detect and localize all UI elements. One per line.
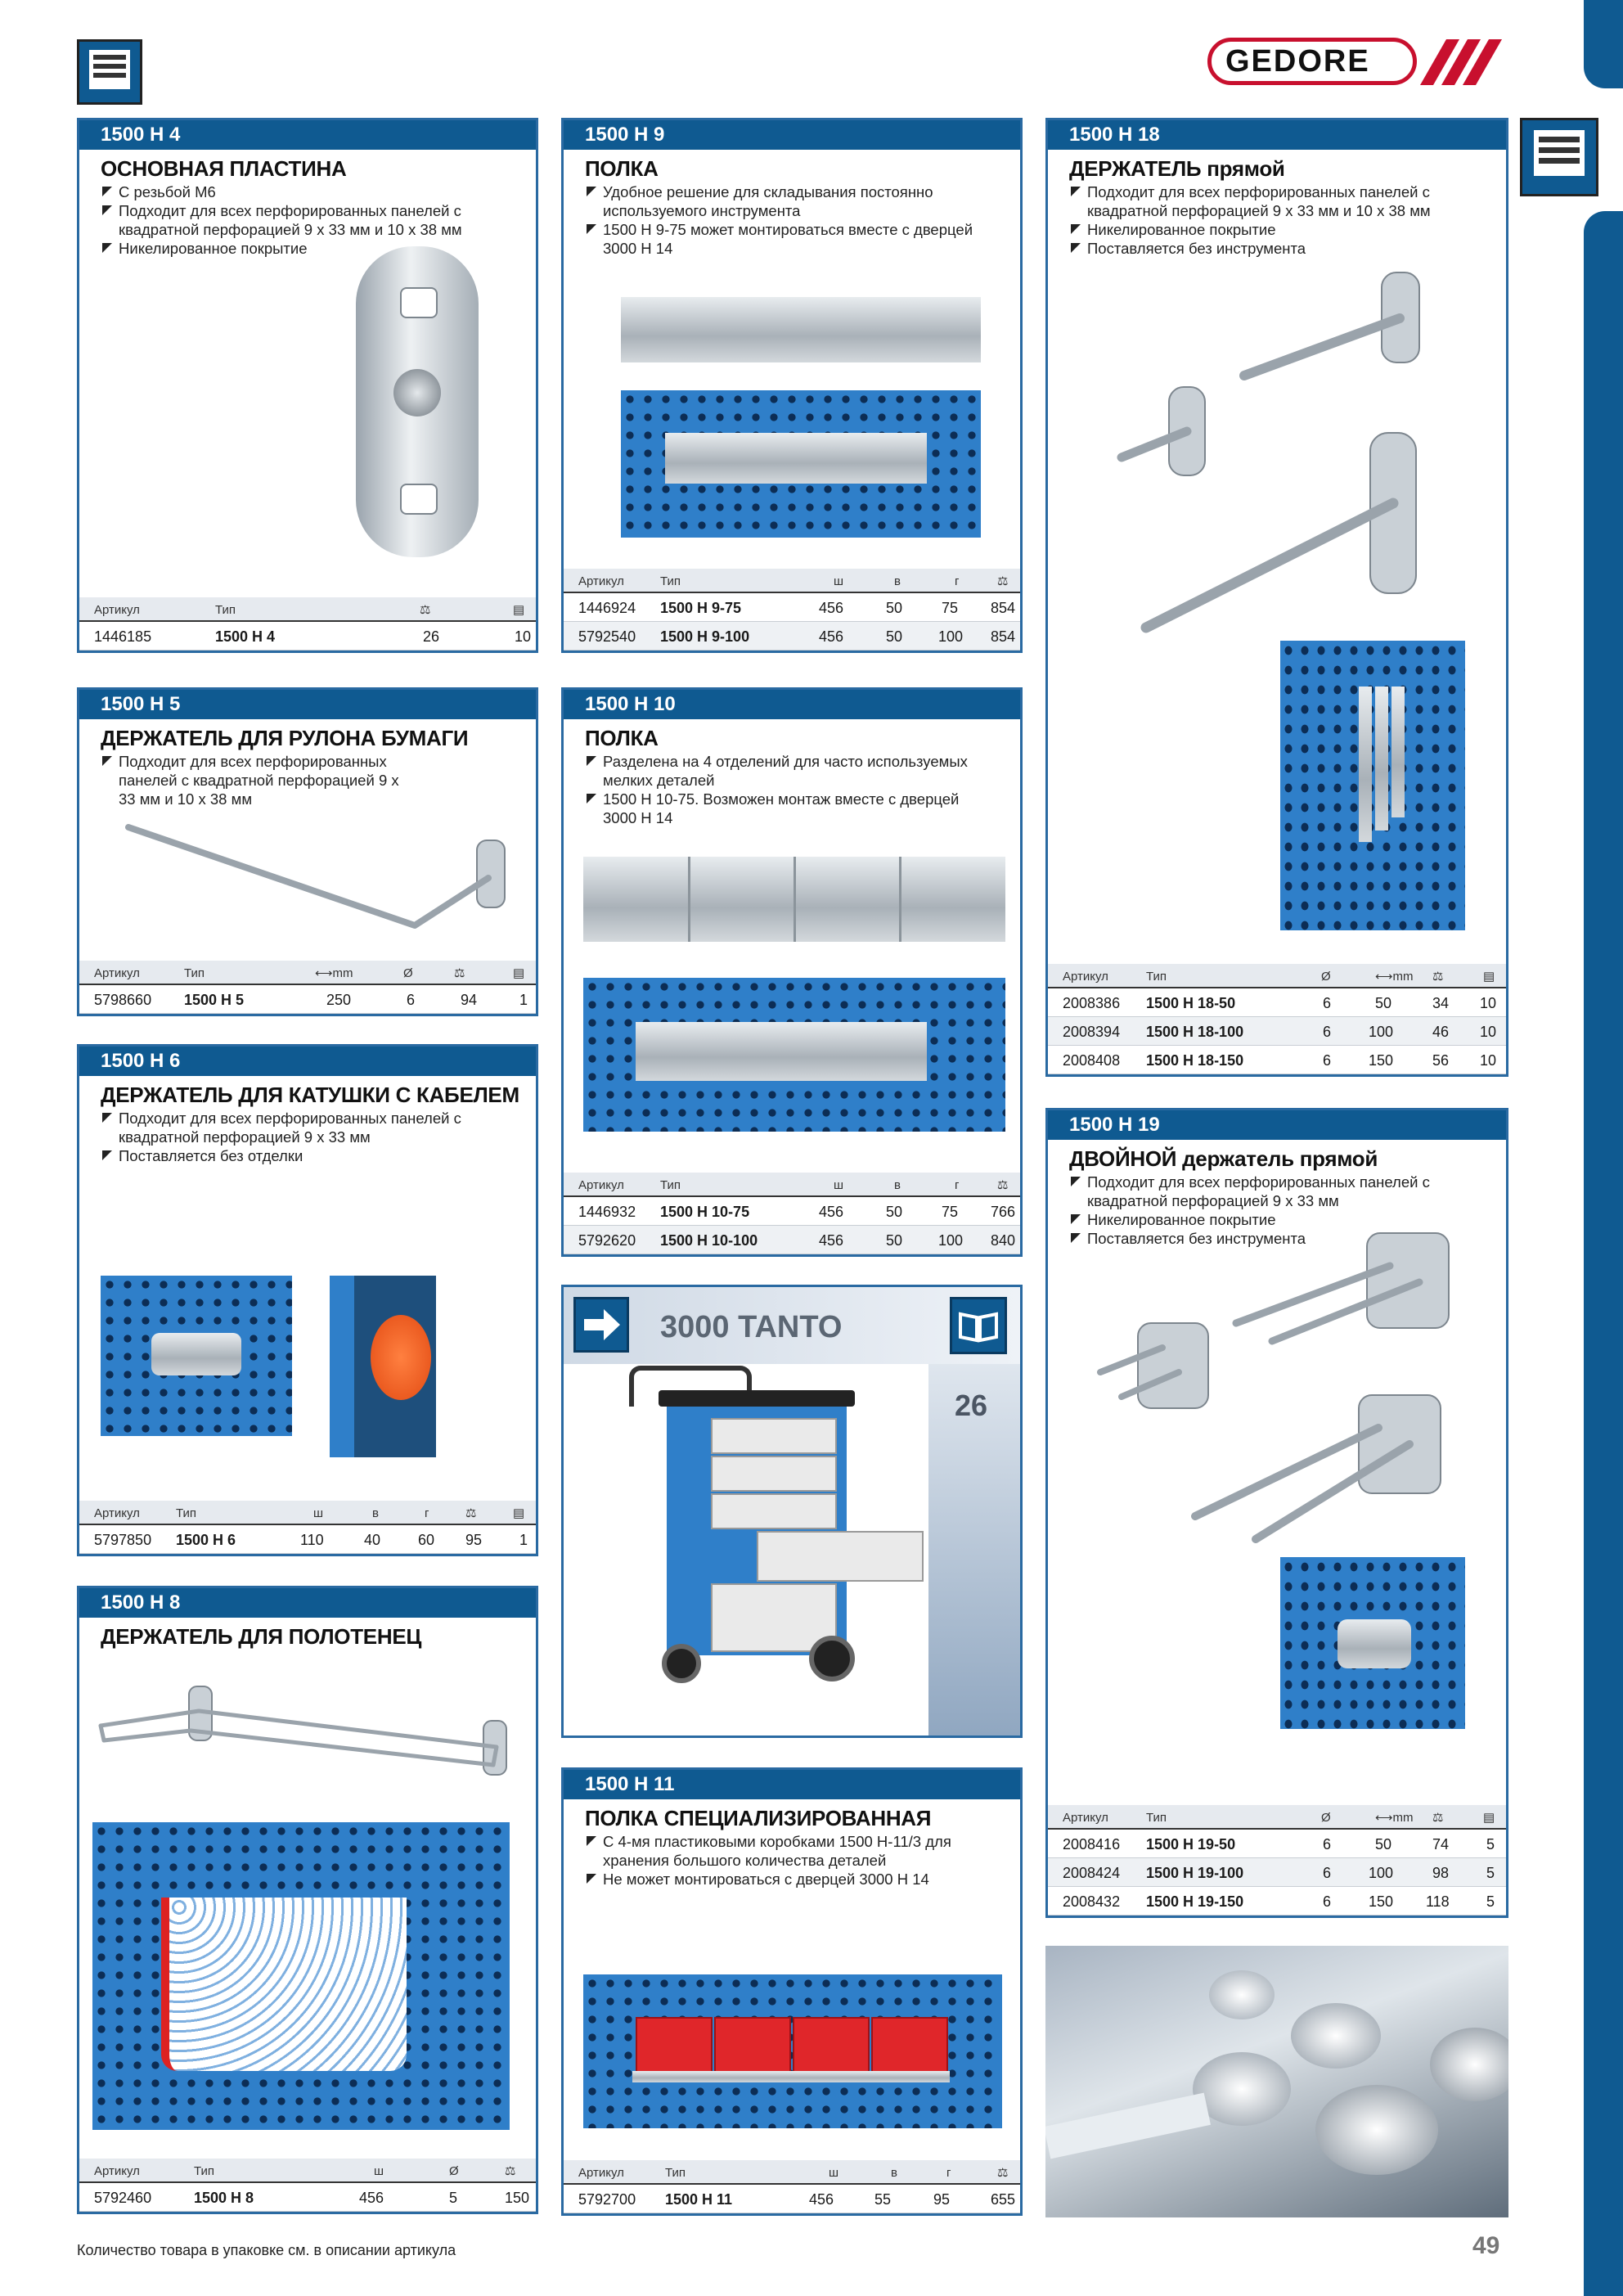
feature-list bbox=[585, 752, 994, 827]
product-image-towel-holder bbox=[92, 1678, 534, 1785]
product-image-straight-holders bbox=[1097, 264, 1473, 641]
table-header: Артикул Тип ⟷mm Ø ⚖ ▤ bbox=[79, 961, 536, 985]
brand-logo-text: GEDORE bbox=[1225, 44, 1370, 79]
product-card-h9 bbox=[561, 118, 1023, 653]
product-image-double-holders bbox=[1089, 1225, 1481, 1569]
product-card-h19 bbox=[1045, 1108, 1508, 1918]
product-card-h10 bbox=[561, 687, 1023, 1257]
feature-list bbox=[1069, 182, 1478, 258]
product-image-holder-with-wrenches bbox=[1280, 641, 1465, 930]
product-image-paper-roll-holder bbox=[120, 811, 513, 934]
table-row: 1446924 1500 H 9-75 456 50 75 854 bbox=[564, 593, 1020, 622]
product-image-double-holder-on-panel bbox=[1280, 1557, 1465, 1729]
product-title: ДВОЙНОЙ держатель прямой bbox=[1069, 1146, 1378, 1171]
product-image-cable-reel-holder bbox=[101, 1276, 292, 1436]
feature-item: Поставляется без инструмента bbox=[1069, 239, 1478, 258]
table-header: Артикул Тип ⚖ ▤ bbox=[79, 597, 536, 622]
table-row: 2008386 1500 H 18-50 6 50 34 10 bbox=[1048, 988, 1506, 1017]
table-row: 2008416 1500 H 19-50 6 50 74 5 bbox=[1048, 1830, 1506, 1858]
product-code: 1500 H 10 bbox=[564, 690, 1020, 719]
product-image-base-plate bbox=[356, 246, 479, 557]
table-row: 2008424 1500 H 19-100 6 100 98 5 bbox=[1048, 1858, 1506, 1887]
brand-logo bbox=[1207, 38, 1420, 88]
table-row: 5792700 1500 H 11 456 55 95 655 bbox=[564, 2185, 1020, 2213]
table-row: 5792540 1500 H 9-100 456 50 100 854 bbox=[564, 622, 1020, 651]
spec-table bbox=[79, 2159, 536, 2212]
product-card-h4 bbox=[77, 118, 538, 653]
spec-table bbox=[1048, 1805, 1506, 1916]
table-header: Артикул Тип Ø ⟷mm ⚖ ▤ bbox=[1048, 1805, 1506, 1830]
feature-item: Подходит для всех перфорированных панелей с квадратной перфорацией 9 х 33 мм bbox=[101, 1109, 510, 1146]
brand-stripes-icon bbox=[1414, 39, 1504, 85]
product-image-shelf-on-panel bbox=[621, 390, 981, 538]
table-header: Артикул Тип ш в г ⚖ bbox=[564, 1173, 1020, 1197]
product-image-divided-shelf-on-panel bbox=[583, 978, 1005, 1132]
feature-item: Не может монтироваться с дверцей 3000 H 14 bbox=[585, 1870, 994, 1889]
spec-table bbox=[79, 961, 536, 1014]
feature-item: 1500 H 10-75. Возможен монтаж вместе с дверцей 3000 H 14 bbox=[585, 790, 994, 827]
product-title: ОСНОВНАЯ ПЛАСТИНА bbox=[101, 156, 347, 181]
spec-table bbox=[564, 569, 1020, 651]
promo-page-ref: 26 bbox=[955, 1389, 988, 1422]
spec-table bbox=[564, 1173, 1020, 1254]
table-row: 1446185 1500 H 4 26 10 bbox=[79, 622, 536, 651]
feature-list bbox=[101, 1109, 510, 1165]
product-title: ДЕРЖАТЕЛЬ ДЛЯ РУЛОНА БУМАГИ bbox=[101, 726, 469, 750]
product-title: ПОЛКА СПЕЦИАЛИЗИРОВАННАЯ bbox=[585, 1806, 932, 1830]
product-code: 1500 H 5 bbox=[79, 690, 536, 719]
product-card-h11 bbox=[561, 1767, 1023, 2216]
table-row: 2008408 1500 H 18-150 6 150 56 10 bbox=[1048, 1046, 1506, 1074]
spec-table bbox=[79, 1501, 536, 1554]
feature-item: Никелированное покрытие bbox=[101, 239, 510, 258]
page-number: 49 bbox=[1472, 2232, 1500, 2259]
right-edge-tab-top bbox=[1584, 0, 1623, 88]
side-section-icon bbox=[1520, 118, 1598, 196]
feature-item: Поставляется без отделки bbox=[101, 1146, 510, 1165]
product-code: 1500 H 11 bbox=[564, 1770, 1020, 1799]
feature-item: С резьбой M6 bbox=[101, 182, 510, 201]
product-card-h8 bbox=[77, 1586, 538, 2214]
product-title: ДЕРЖАТЕЛЬ ДЛЯ ПОЛОТЕНЕЦ bbox=[101, 1624, 422, 1649]
product-image-cable-reel-mounted bbox=[330, 1276, 436, 1457]
footer-note: Количество товара в упаковке см. в описании артикула bbox=[77, 2242, 456, 2258]
product-title: ДЕРЖАТЕЛЬ прямой bbox=[1069, 156, 1285, 181]
product-image-shelf-with-bins bbox=[583, 1974, 1002, 2128]
product-image-shelf bbox=[621, 297, 981, 362]
table-row: 5792460 1500 H 8 456 5 150 bbox=[79, 2183, 536, 2212]
feature-list bbox=[101, 752, 420, 808]
product-title: ПОЛКА bbox=[585, 726, 659, 750]
feature-item: Никелированное покрытие bbox=[1069, 220, 1478, 239]
arrow-right-icon bbox=[573, 1297, 629, 1353]
feature-item: С 4-мя пластиковыми коробками 1500 H-11/3 для хранения большого количества деталей bbox=[585, 1832, 994, 1870]
table-header: Артикул Тип ш Ø ⚖ bbox=[79, 2159, 536, 2183]
feature-item: Подходит для всех перфорированных панелей с квадратной перфорацией 9 х 33 мм и 10 х 38 мм bbox=[101, 201, 510, 239]
table-row: 1446932 1500 H 10-75 456 50 75 766 bbox=[564, 1197, 1020, 1226]
product-image-divided-shelf bbox=[583, 857, 1005, 942]
table-row: 2008394 1500 H 18-100 6 100 46 10 bbox=[1048, 1017, 1506, 1046]
feature-item: Поставляется без инструмента bbox=[1069, 1229, 1478, 1248]
feature-item: Подходит для всех перфорированных панелей с квадратной перфорацией 9 х 33 мм и 10 х 38 мм bbox=[1069, 182, 1478, 220]
feature-item: Удобное решение для складывания постоянно используемого инструмента bbox=[585, 182, 994, 220]
photo-socket-set bbox=[1045, 1946, 1508, 2217]
product-card-h18 bbox=[1045, 118, 1508, 1077]
product-title: ДЕРЖАТЕЛЬ ДЛЯ КАТУШКИ С КАБЕЛЕМ bbox=[101, 1083, 519, 1107]
table-row: 5797850 1500 H 6 110 40 60 95 1 bbox=[79, 1525, 536, 1554]
feature-list bbox=[585, 1832, 994, 1889]
feature-item: Подходит для всех перфорированных панелей с квадратной перфорацией 9 х 33 мм и 10 х 38 мм bbox=[101, 752, 420, 808]
promo-title: 3000 TANTO bbox=[660, 1310, 843, 1344]
product-card-h5 bbox=[77, 687, 538, 1016]
product-code: 1500 H 18 bbox=[1048, 120, 1506, 150]
table-header: Артикул Тип Ø ⟷mm ⚖ ▤ bbox=[1048, 964, 1506, 988]
table-row: 2008432 1500 H 19-150 6 150 118 5 bbox=[1048, 1887, 1506, 1916]
catalog-book-icon bbox=[950, 1297, 1007, 1354]
product-code: 1500 H 19 bbox=[1048, 1110, 1506, 1140]
product-code: 1500 H 6 bbox=[79, 1047, 536, 1076]
feature-item: Разделена на 4 отделений для часто используемых мелких деталей bbox=[585, 752, 994, 790]
spec-table bbox=[564, 2160, 1020, 2213]
product-image-towel-holder-on-panel bbox=[92, 1822, 510, 2130]
spec-table bbox=[79, 597, 536, 651]
table-row: 5798660 1500 H 5 250 6 94 1 bbox=[79, 985, 536, 1014]
feature-item: Подходит для всех перфорированных панелей с квадратной перфорацией 9 х 33 мм bbox=[1069, 1173, 1478, 1210]
promo-card-3000-tanto[interactable] bbox=[561, 1285, 1023, 1738]
product-code: 1500 H 9 bbox=[564, 120, 1020, 150]
table-header: Артикул Тип ш в г ⚖ bbox=[564, 2160, 1020, 2185]
product-code: 1500 H 4 bbox=[79, 120, 536, 150]
catalog-section-icon bbox=[77, 39, 142, 105]
feature-list bbox=[101, 182, 510, 258]
table-row: 5792620 1500 H 10-100 456 50 100 840 bbox=[564, 1226, 1020, 1254]
product-code: 1500 H 8 bbox=[79, 1588, 536, 1618]
right-edge-tab bbox=[1584, 211, 1623, 2296]
spec-table bbox=[1048, 964, 1506, 1074]
feature-list bbox=[585, 182, 994, 258]
table-header: Артикул Тип ш в г ⚖ bbox=[564, 569, 1020, 593]
product-image-tool-trolley bbox=[613, 1366, 924, 1709]
product-card-h6 bbox=[77, 1044, 538, 1556]
feature-item: 1500 H 9-75 может монтироваться вместе с дверцей 3000 H 14 bbox=[585, 220, 994, 258]
table-header: Артикул Тип ш в г ⚖ ▤ bbox=[79, 1501, 536, 1525]
product-title: ПОЛКА bbox=[585, 156, 659, 181]
feature-item: Никелированное покрытие bbox=[1069, 1210, 1478, 1229]
